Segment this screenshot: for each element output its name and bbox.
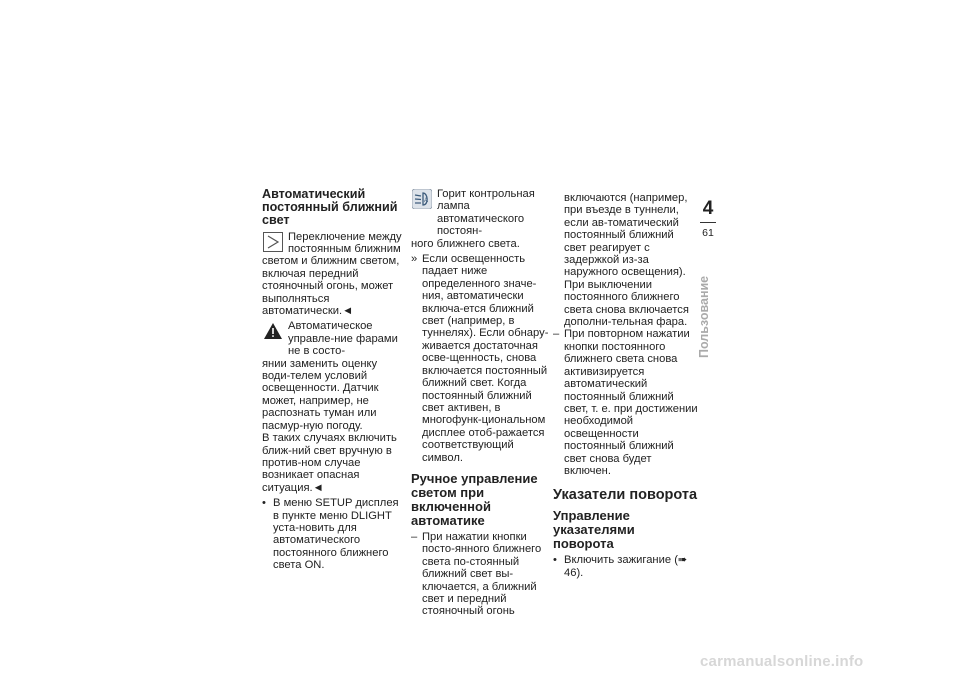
bullet-marker: • [262,497,266,510]
list-item [411,253,551,464]
chapter-number: 4 [702,198,714,219]
dash-text: При нажатии кнопки посто-янного ближнего света по-стоянный ближний свет вы-ключается, а ближний свет и передний стояночный огонь [422,530,542,618]
result-marker: » [411,253,418,266]
list-item [411,531,551,618]
chapter-tab [700,198,716,239]
info-note-lead: Переключение между постоянным ближним [288,230,402,256]
section-heading-turn-signals: Указатели поворота [553,487,698,504]
warning-note [262,320,402,494]
indicator-lead: Горит контрольная лампа автоматического постоян- [437,188,535,238]
section-heading-auto-light: Автоматический постоянный ближний свет [262,187,398,228]
dash-marker: – [411,530,418,543]
info-note [262,231,402,318]
chapter-label [683,262,733,358]
bullet-marker: • [553,554,557,567]
column-1 [262,188,402,572]
list-item [262,497,402,571]
page-number: 61 [702,227,714,239]
bullet-text: В меню SETUP дисплея в пункте меню DLIGHT уста-новить для автоматического постоянного ближнего света ON. [273,497,399,572]
subheading-turn-signals: Управление указателями поворота [553,508,635,552]
indicator-tail: ного ближнего света. [411,237,520,250]
dash-text: При повторном нажатии кнопки постоянного ближнего света снова активизируется автоматический постоянный ближний свет, т. е. при достижении необходимой освещенности постоянный ближний свет снова будет включен. [564,328,698,477]
list-item [553,554,698,579]
warning-icon [263,321,283,341]
chapter-label-text: Пользование [697,275,711,358]
column-2 [411,188,551,618]
svg-text:A: A [424,198,429,204]
warning-tail: янии заменить оценку води-телем условий освещенности. Датчик может, например, не распознать туман или пасмур-ную погоду. [262,357,379,432]
info-triangle-icon [263,232,283,252]
dash-marker: – [553,328,560,341]
headlight-indicator-icon [412,189,432,209]
list-item [553,328,698,477]
list-item [553,192,698,328]
watermark: carmanualsonline.info [700,653,864,670]
info-note-tail: светом и ближним светом, включая передний стояночный огонь, может выполняться автоматически.◄ [262,255,400,318]
tab-divider [700,222,716,223]
column-3 [553,192,698,579]
warning-lead: Автоматическое управле-ние фарами не в состо- [288,320,398,358]
warning-extra: В таких случаях включить ближ-ний свет вручную в против-ном случае возникает опасная ситуация.◄ [262,432,397,494]
section-heading-manual: Ручное управление светом при включенной автоматике [411,470,538,528]
result-text: Если освещенность падает ниже определенного значе-ния, автоматически включа-ется ближний свет (например, в туннелях). Если обнару-живается достаточная осве-щенность, снова включается постоянный ближний свет. Когда постоянный ближний свет активен, в многофунк-циональном дисплее отоб-ражается соответствующий символ. [422,253,549,464]
bullet-text: Включить зажигание (➠ 46). [564,554,688,579]
indicator-note [411,188,551,250]
continued-text: включаются (например, при въезде в туннели, если ав-томатический постоянный ближний свет реагирует с задержкой из-за наружного освещения). При выключении постоянного ближнего света снова включается дополни-тельная фара. [564,192,689,329]
